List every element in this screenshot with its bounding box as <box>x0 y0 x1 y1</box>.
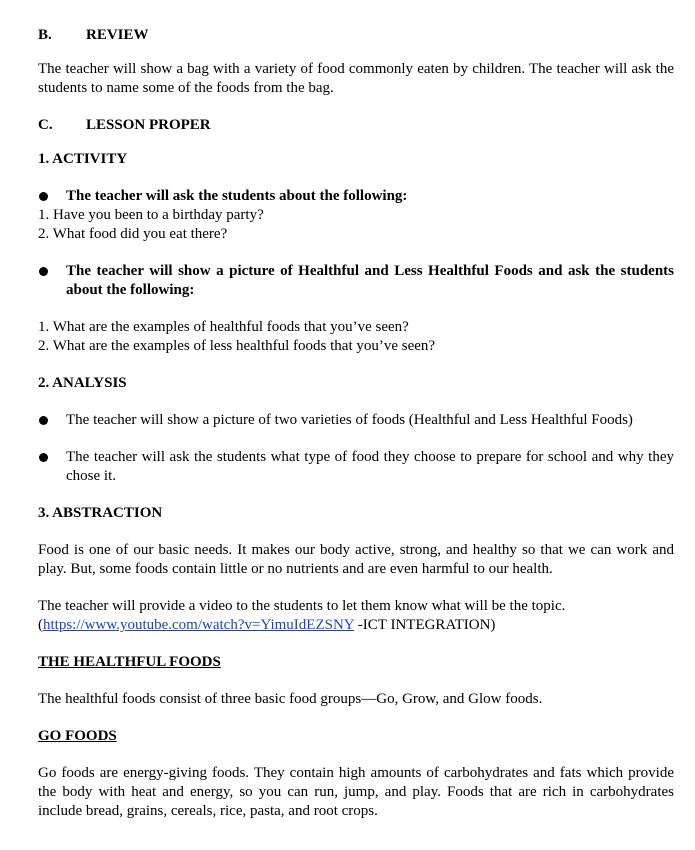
review-text: The teacher will show a bag with a variety of food commonly eaten by children. The teacher will ask the students to name some of the foods from the bag. <box>38 61 674 96</box>
activity-question-4: 2. What are the examples of less healthful foods that you’ve seen? <box>38 338 436 354</box>
abstraction-heading: 3. ABSTRACTION <box>38 505 163 521</box>
go-foods-text: Go foods are energy-giving foods. They contain high amounts of carbohydrates and fats which provide the body with heat and energy, so you can run, jump, and play. Foods that are rich in carbohydrates include bread, grains, cereals, rice, pasta, and root crops. <box>38 765 674 819</box>
review-heading <box>38 24 674 46</box>
review-title: REVIEW <box>86 27 149 43</box>
lesson-proper-letter: C. <box>38 117 53 133</box>
analysis-heading: 2. ANALYSIS <box>38 375 127 391</box>
analysis-bullet-2 <box>38 448 674 486</box>
healthful-foods-text: The healthful foods consist of three basic food groups—Go, Grow, and Glow foods. <box>38 691 543 707</box>
analysis-bullet-1 <box>38 411 674 430</box>
lesson-proper-heading <box>38 114 674 136</box>
activity-bullet-1 <box>38 187 674 206</box>
review-letter: B. <box>38 27 52 43</box>
video-link-line <box>38 616 674 635</box>
activity-bullet-2-text: The teacher will show a picture of Healthful and Less Healthful Foods and ask the students about the following: <box>66 263 674 298</box>
abstraction-paragraph-2: The teacher will provide a video to the students to let them know what will be the topic. <box>38 598 566 614</box>
activity-bullet-2 <box>38 262 674 300</box>
go-foods-heading: GO FOODS <box>38 728 117 744</box>
youtube-video-link[interactable]: https://www.youtube.com/watch?v=YimuIdEZSNY <box>43 617 355 633</box>
document-page <box>38 24 674 821</box>
bullet-icon <box>38 187 66 206</box>
activity-question-2: 2. What food did you eat there? <box>38 226 228 242</box>
analysis-bullet-1-text: The teacher will show a picture of two varieties of foods (Healthful and Less Healthful Foods) <box>66 412 633 428</box>
bullet-icon <box>38 448 66 486</box>
link-open-paren: ( <box>38 617 43 633</box>
abstraction-paragraph-1: Food is one of our basic needs. It makes our body active, strong, and healthy so that we can work and play. But, some foods contain little or no nutrients and are even harmful to our health. <box>38 542 674 577</box>
ict-integration-label: -ICT INTEGRATION) <box>354 617 496 633</box>
bullet-icon <box>38 411 66 430</box>
analysis-bullet-2-text: The teacher will ask the students what type of food they choose to prepare for school and why they chose it. <box>66 449 674 484</box>
activity-question-1: 1. Have you been to a birthday party? <box>38 207 264 223</box>
activity-question-3: 1. What are the examples of healthful foods that you’ve seen? <box>38 319 409 335</box>
lesson-proper-title: LESSON PROPER <box>86 117 211 133</box>
healthful-foods-heading: THE HEALTHFUL FOODS <box>38 654 221 670</box>
bullet-icon <box>38 262 66 300</box>
activity-heading: 1. ACTIVITY <box>38 151 128 167</box>
activity-bullet-1-text: The teacher will ask the students about the following: <box>66 188 408 204</box>
